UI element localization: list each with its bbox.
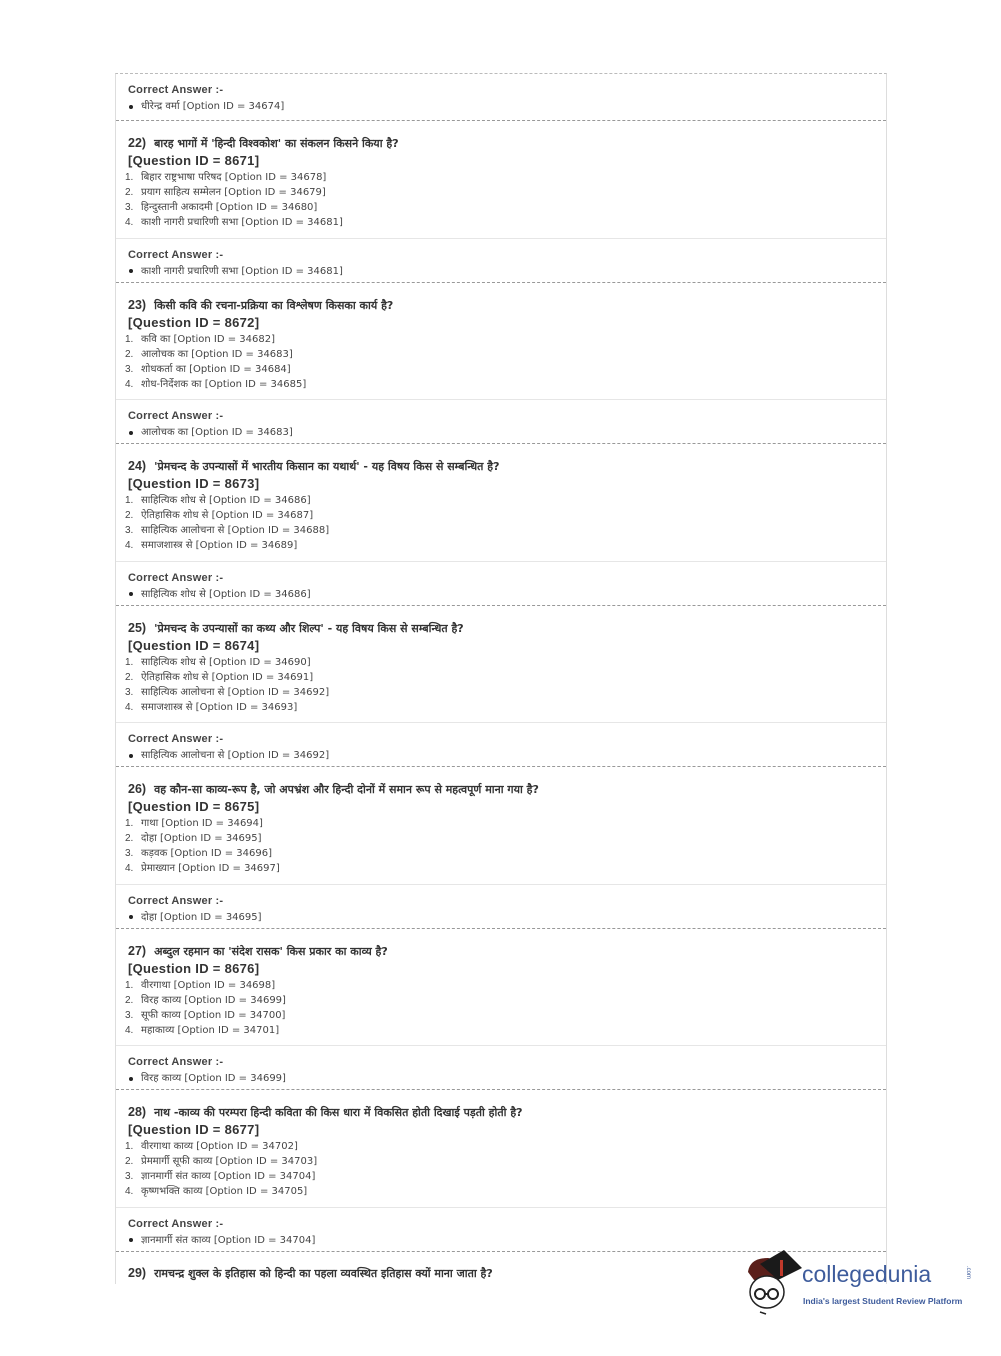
option-number: 3. — [125, 1009, 134, 1021]
option-item — [125, 377, 878, 392]
option-item — [125, 1184, 878, 1199]
question-number: 23) — [128, 297, 147, 312]
question-id: [Question ID = 8674] — [128, 637, 260, 653]
option-item — [125, 523, 878, 538]
option-number: 4. — [125, 378, 134, 390]
question-block — [116, 606, 886, 724]
option-text: गाथा [Option ID = 34694] — [141, 818, 263, 829]
correct-answer-label: Correct Answer :- — [128, 84, 224, 96]
question-text: बारह भागों में 'हिन्दी विश्वकोश' का संकलन किसने किया है? — [154, 137, 399, 150]
option-item — [125, 347, 878, 362]
question-title — [128, 944, 878, 961]
question-id: [Question ID = 8671] — [128, 153, 260, 168]
option-text: साहित्यिक आलोचना से [Option ID = 34688] — [141, 525, 330, 536]
option-number: 1. — [125, 656, 134, 668]
option-number: 1. — [125, 172, 134, 183]
option-item — [125, 332, 878, 347]
question-number: 27) — [128, 943, 147, 958]
option-item — [125, 831, 878, 846]
option-item — [125, 215, 878, 230]
option-text: कवि का [Option ID = 34682] — [141, 333, 276, 345]
option-text: प्रयाग साहित्य सम्मेलन [Option ID = 34679] — [141, 187, 326, 198]
option-item — [125, 655, 878, 670]
option-number: 1. — [125, 979, 134, 991]
option-text: ऐतिहासिक शोध से [Option ID = 34687] — [141, 510, 314, 521]
question-title — [128, 782, 878, 799]
question-block — [116, 283, 886, 401]
option-number: 3. — [125, 525, 134, 536]
option-number: 4. — [125, 701, 134, 713]
question-id: [Question ID = 8676] — [128, 960, 260, 976]
option-text: सूफी काव्य [Option ID = 34700] — [141, 1009, 286, 1021]
question-block — [116, 1090, 886, 1208]
option-number: 4. — [125, 540, 134, 551]
option-number: 3. — [125, 848, 134, 859]
option-text: ऐतिहासिक शोध से [Option ID = 34691] — [141, 671, 314, 683]
bullet-icon — [129, 754, 133, 758]
question-text: रामचन्द्र शुक्ल के इतिहास को हिन्दी का पहला व्यवस्थित इतिहास क्यों माना जाता है? — [154, 1266, 493, 1280]
question-title — [128, 136, 878, 153]
bullet-icon — [129, 592, 133, 596]
bullet-icon — [129, 269, 133, 273]
correct-answer-label: Correct Answer :- — [128, 733, 224, 745]
question-block — [116, 444, 886, 562]
option-number: 4. — [125, 1024, 134, 1036]
question-text: वह कौन-सा काव्य-रूप है, जो अपभ्रंश और हिन्दी दोनों में समान रूप से महत्वपूर्ण माना गया है? — [154, 783, 539, 796]
option-item — [125, 508, 878, 523]
bullet-icon — [129, 1238, 133, 1242]
correct-answer-text: विरह काव्य [Option ID = 34699] — [141, 1073, 286, 1084]
question-title — [128, 621, 878, 638]
bullet-icon — [129, 1077, 133, 1081]
correct-answer-block — [116, 239, 886, 283]
option-text: साहित्यिक शोध से [Option ID = 34690] — [141, 656, 311, 668]
option-item — [125, 1139, 878, 1154]
correct-answer-block — [116, 74, 886, 121]
question-number: 25) — [128, 620, 147, 635]
question-title — [128, 459, 878, 476]
question-text: अब्दुल रहमान का 'संदेश रासक' किस प्रकार का काव्य है? — [154, 944, 388, 958]
option-item — [125, 700, 878, 715]
option-item — [125, 538, 878, 553]
correct-answer-label: Correct Answer :- — [128, 410, 224, 422]
option-text: दोहा [Option ID = 34695] — [141, 833, 262, 844]
correct-answer-item — [128, 265, 886, 278]
correct-answer-item — [128, 588, 886, 601]
option-number: 4. — [125, 863, 134, 874]
option-item — [125, 170, 878, 185]
option-text: शोध-निर्देशक का [Option ID = 34685] — [141, 378, 307, 390]
correct-answer-item — [128, 426, 886, 439]
logo-brand: collegedunia — [802, 1261, 932, 1287]
logo-com: .com — [965, 1266, 971, 1280]
option-item — [125, 670, 878, 685]
question-id: [Question ID = 8675] — [128, 799, 260, 814]
question-id: [Question ID = 8677] — [128, 1122, 260, 1137]
correct-answer-block — [116, 400, 886, 444]
correct-answer-text: ज्ञानमार्गी संत काव्य [Option ID = 34704] — [141, 1234, 316, 1246]
option-item — [125, 185, 878, 200]
option-number: 3. — [125, 363, 134, 375]
option-item — [125, 861, 878, 876]
question-block — [116, 767, 886, 885]
option-item — [125, 1154, 878, 1169]
option-text: साहित्यिक शोध से [Option ID = 34686] — [141, 495, 311, 506]
question-paper — [115, 73, 887, 1284]
correct-answer-text: काशी नागरी प्रचारिणी सभा [Option ID = 34681] — [141, 265, 343, 277]
option-number: 2. — [125, 671, 134, 683]
option-text: कृष्णभक्ति काव्य [Option ID = 34705] — [141, 1186, 308, 1197]
option-text: ज्ञानमार्गी संत काव्य [Option ID = 34704] — [141, 1171, 316, 1182]
question-number: 26) — [128, 782, 147, 796]
correct-answer-label: Correct Answer :- — [128, 248, 224, 261]
option-number: 2. — [125, 348, 134, 360]
correct-answer-block — [116, 562, 886, 606]
correct-answer-block — [116, 885, 886, 929]
option-number: 2. — [125, 510, 134, 521]
question-id: [Question ID = 8672] — [128, 314, 260, 330]
mascot-icon — [740, 1250, 802, 1320]
correct-answer-item — [128, 100, 886, 113]
option-number: 2. — [125, 833, 134, 844]
option-text: वीरगाथा [Option ID = 34698] — [141, 979, 276, 991]
option-item — [125, 1008, 878, 1023]
option-text: वीरगाथा काव्य [Option ID = 34702] — [141, 1141, 298, 1152]
option-item — [125, 362, 878, 377]
option-number: 4. — [125, 217, 134, 228]
option-text: प्रेममार्गी सूफी काव्य [Option ID = 34703] — [141, 1156, 318, 1167]
option-item — [125, 1169, 878, 1184]
correct-answer-label: Correct Answer :- — [128, 894, 224, 907]
correct-answer-label: Correct Answer :- — [128, 1217, 224, 1230]
bullet-icon — [129, 431, 133, 435]
option-item — [125, 993, 878, 1008]
option-text: हिन्दुस्तानी अकादमी [Option ID = 34680] — [141, 202, 318, 213]
question-text: नाथ -काव्य की परम्परा हिन्दी कविता की किस धारा में विकसित होती दिखाई पड़ती होती है? — [154, 1106, 523, 1119]
option-number: 2. — [125, 994, 134, 1006]
correct-answer-item — [128, 911, 886, 924]
option-text: बिहार राष्ट्रभाषा परिषद [Option ID = 34678] — [141, 172, 327, 183]
correct-answer-item — [128, 1072, 886, 1085]
logo-tagline: India's largest Student Review Platform — [803, 1296, 963, 1306]
option-text: काशी नागरी प्रचारिणी सभा [Option ID = 34681] — [141, 217, 343, 228]
option-item — [125, 816, 878, 831]
option-number: 2. — [125, 1156, 134, 1167]
option-number: 1. — [125, 818, 134, 829]
correct-answer-text: साहित्यिक आलोचना से [Option ID = 34692] — [141, 750, 330, 761]
correct-answer-item — [128, 749, 886, 762]
bullet-icon — [129, 105, 133, 109]
question-text: 'प्रेमचन्द के उपन्यासों में भारतीय किसान का यथार्थ' - यह विषय किस से सम्बन्धित है? — [154, 460, 500, 473]
option-text: विरह काव्य [Option ID = 34699] — [141, 994, 286, 1006]
collegedunia-logo — [740, 1250, 980, 1320]
option-number: 1. — [125, 333, 134, 345]
question-title — [128, 1105, 878, 1122]
question-id: [Question ID = 8673] — [128, 476, 260, 491]
option-text: साहित्यिक आलोचना से [Option ID = 34692] — [141, 686, 330, 698]
bullet-icon — [129, 915, 133, 919]
correct-answer-text: साहित्यिक शोध से [Option ID = 34686] — [141, 588, 311, 600]
option-number: 3. — [125, 686, 134, 698]
question-block — [116, 929, 886, 1047]
correct-answer-text: धीरेन्द्र वर्मा [Option ID = 34674] — [141, 101, 285, 112]
correct-answer-label: Correct Answer :- — [128, 571, 224, 584]
option-number: 1. — [125, 1141, 134, 1152]
option-text: प्रेमाख्यान [Option ID = 34697] — [141, 863, 280, 874]
option-number: 3. — [125, 1171, 134, 1182]
question-number: 22) — [128, 136, 147, 150]
option-number: 4. — [125, 1186, 134, 1197]
correct-answer-text: दोहा [Option ID = 34695] — [141, 911, 262, 923]
option-text: समाजशास्त्र से [Option ID = 34693] — [141, 701, 298, 713]
correct-answer-block — [116, 1046, 886, 1090]
question-number: 29) — [128, 1265, 147, 1280]
option-item — [125, 846, 878, 861]
option-item — [125, 200, 878, 215]
question-block — [116, 121, 886, 239]
option-item — [125, 493, 878, 508]
option-item — [125, 685, 878, 700]
option-item — [125, 978, 878, 993]
option-text: महाकाव्य [Option ID = 34701] — [141, 1024, 280, 1036]
option-number: 3. — [125, 202, 134, 213]
question-number: 24) — [128, 459, 147, 473]
correct-answer-block — [116, 723, 886, 767]
question-number: 28) — [128, 1105, 147, 1119]
correct-answer-text: आलोचक का [Option ID = 34683] — [141, 427, 293, 438]
correct-answer-item — [128, 1234, 886, 1247]
option-text: समाजशास्त्र से [Option ID = 34689] — [141, 540, 298, 551]
option-number: 1. — [125, 495, 134, 506]
option-number: 2. — [125, 187, 134, 198]
correct-answer-block — [116, 1208, 886, 1252]
option-item — [125, 1023, 878, 1038]
question-text: 'प्रेमचन्द के उपन्यासों का कथ्य और शिल्प' - यह विषय किस से सम्बन्धित है? — [154, 621, 464, 635]
option-text: कड़वक [Option ID = 34696] — [141, 848, 273, 859]
option-text: आलोचक का [Option ID = 34683] — [141, 348, 293, 360]
question-title — [128, 298, 878, 315]
question-list — [116, 121, 886, 1252]
question-text: किसी कवि की रचना-प्रक्रिया का विश्लेषण किसका कार्य है? — [154, 298, 394, 312]
correct-answer-label: Correct Answer :- — [128, 1056, 224, 1068]
option-text: शोधकर्ता का [Option ID = 34684] — [141, 363, 291, 375]
